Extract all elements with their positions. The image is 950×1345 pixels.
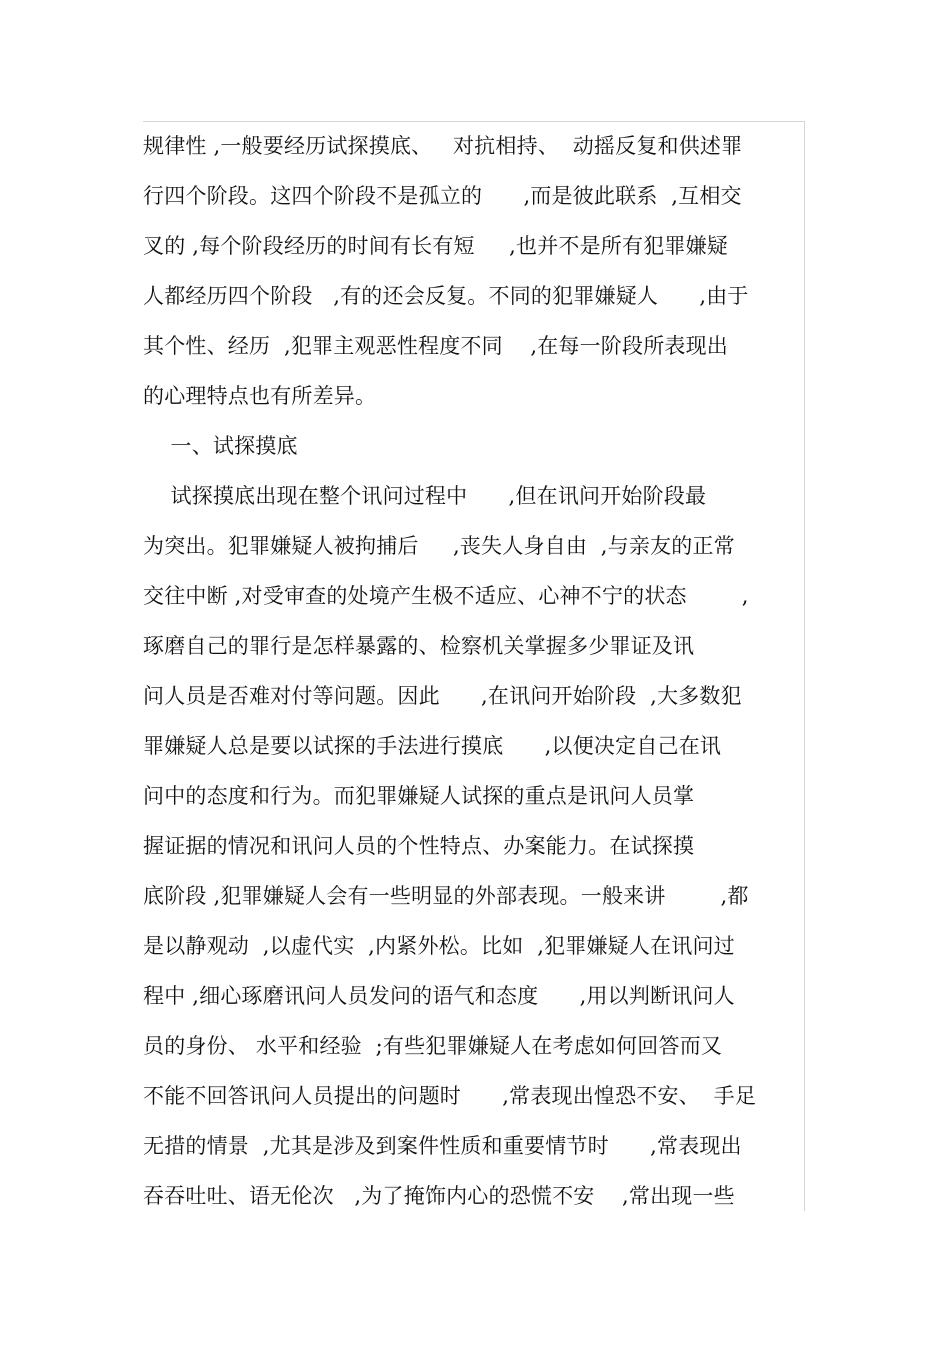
- text-line: 的心理特点也有所差异。: [143, 384, 377, 408]
- text-line: 其个性、经历 ,犯罪主观恶性程度不同 ,在每一阶段所表现出: [143, 334, 728, 358]
- text-line: 人都经历四个阶段 ,有的还会反复。不同的犯罪嫌疑人 ,由于: [143, 284, 749, 308]
- text-line: 罪嫌疑人总是要以试探的手法进行摸底 ,以便决定自己在讯: [143, 734, 722, 758]
- text-line: 底阶段 ,犯罪嫌疑人会有一些明显的外部表现。一般来讲 ,都: [143, 884, 749, 908]
- text-line: 是以静观动 ,以虚代实 ,内紧外松。比如 ,犯罪嫌疑人在讯问过: [143, 934, 735, 958]
- section-heading: 一、试探摸底: [143, 434, 298, 458]
- text-line: 员的身份、 水平和经验 ;有些犯罪嫌疑人在考虑如何回答而又: [143, 1034, 723, 1058]
- text-line: 为突出。犯罪嫌疑人被拘捕后 ,丧失人身自由 ,与亲友的正常: [143, 534, 735, 558]
- text-line: 握证据的情况和讯问人员的个性特点、办案能力。在试探摸: [143, 834, 695, 858]
- text-line: 叉的 ,每个阶段经历的时间有长有短 ,也并不是所有犯罪嫌疑: [143, 234, 728, 258]
- text-line: 问中的态度和行为。而犯罪嫌疑人试探的重点是讯问人员掌: [143, 784, 695, 808]
- text-line: 吞吞吐吐、语无伦次 ,为了掩饰内心的恐慌不安 ,常出现一些: [143, 1184, 735, 1208]
- text-line: 程中 ,细心琢磨讯问人员发问的语气和态度 ,用以判断讯问人: [143, 984, 735, 1008]
- text-line: 琢磨自己的罪行是怎样暴露的、检察机关掌握多少罪证及讯: [143, 634, 695, 658]
- text-line: 问人员是否难对付等问题。因此 ,在讯问开始阶段 ,大多数犯: [143, 684, 742, 708]
- text-line: 交往中断 ,对受审查的处境产生极不适应、心神不宁的状态 ,: [143, 584, 749, 608]
- text-line: 行四个阶段。这四个阶段不是孤立的 ,而是彼此联系 ,互相交: [143, 184, 742, 208]
- document-body: [143, 121, 823, 1221]
- text-line: 规律性 ,一般要经历试探摸底、 对抗相持、 动摇反复和供述罪: [143, 134, 743, 158]
- text-line: 不能不回答讯问人员提出的问题时 ,常表现出惶恐不安、 手足: [143, 1084, 757, 1108]
- text-line: 无措的情景 ,尤其是涉及到案件性质和重要情节时 ,常表现出: [143, 1134, 742, 1158]
- text-line: 试探摸底出现在整个讯问过程中 ,但在讯问开始阶段最: [143, 484, 707, 508]
